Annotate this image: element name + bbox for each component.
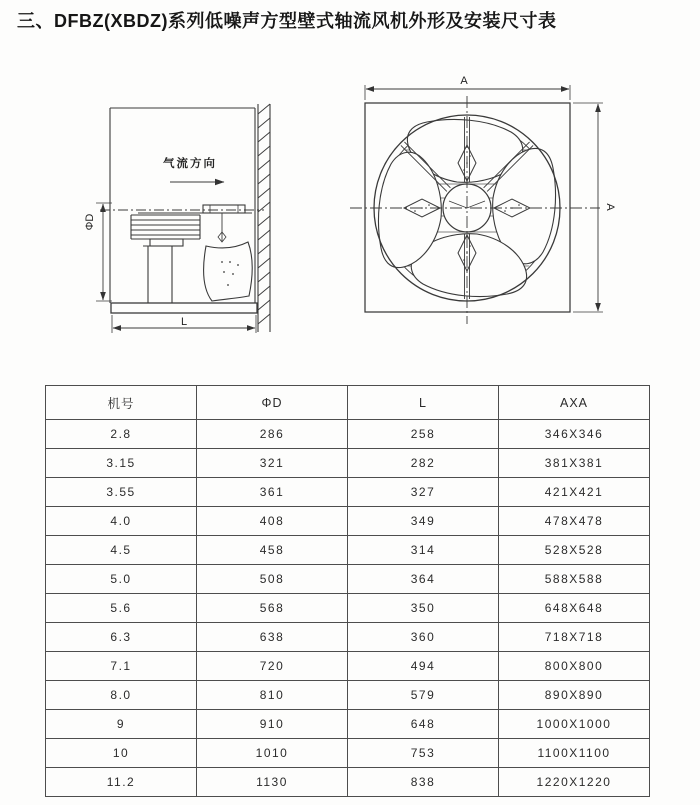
- cell-model: 10: [46, 739, 197, 768]
- technical-drawings: [0, 28, 700, 378]
- shaft: [218, 213, 226, 242]
- cell-axa: 381X381: [499, 449, 650, 478]
- cell-l: 350: [348, 594, 499, 623]
- table-row: [46, 594, 650, 623]
- table-row: [46, 623, 650, 652]
- cell-axa: 588X588: [499, 565, 650, 594]
- header-model-no: 机号: [46, 386, 197, 420]
- cell-model: 5.0: [46, 565, 197, 594]
- cell-axa: 346X346: [499, 420, 650, 449]
- side-view-drawing: [84, 104, 270, 333]
- table-row: [46, 420, 650, 449]
- dim-l-label: L: [180, 316, 188, 328]
- cell-model: 8.0: [46, 681, 197, 710]
- cell-axa: 648X648: [499, 594, 650, 623]
- table-row: [46, 536, 650, 565]
- table-row: [46, 449, 650, 478]
- cell-l: 364: [348, 565, 499, 594]
- cell-model: 11.2: [46, 768, 197, 797]
- header-axa: AXA: [499, 386, 650, 420]
- cell-axa: 528X528: [499, 536, 650, 565]
- cell-model: 6.3: [46, 623, 197, 652]
- cell-model: 3.15: [46, 449, 197, 478]
- table-row: [46, 652, 650, 681]
- cell-phi-d: 508: [197, 565, 348, 594]
- cell-model: 4.0: [46, 507, 197, 536]
- cell-axa: 1000X1000: [499, 710, 650, 739]
- table-row: [46, 739, 650, 768]
- header-phi-d: ΦD: [197, 386, 348, 420]
- cell-l: 258: [348, 420, 499, 449]
- cell-phi-d: 408: [197, 507, 348, 536]
- cell-model: 5.6: [46, 594, 197, 623]
- cell-phi-d: 638: [197, 623, 348, 652]
- cell-l: 753: [348, 739, 499, 768]
- table-header-row: [46, 386, 650, 420]
- table-row: [46, 768, 650, 797]
- cell-l: 579: [348, 681, 499, 710]
- cell-phi-d: 1010: [197, 739, 348, 768]
- cell-l: 327: [348, 478, 499, 507]
- motor: [131, 213, 252, 246]
- cell-l: 349: [348, 507, 499, 536]
- cell-axa: 1100X1100: [499, 739, 650, 768]
- table-row: [46, 478, 650, 507]
- cell-phi-d: 720: [197, 652, 348, 681]
- cell-model: 3.55: [46, 478, 197, 507]
- cell-phi-d: 910: [197, 710, 348, 739]
- cell-model: 7.1: [46, 652, 197, 681]
- cell-phi-d: 321: [197, 449, 348, 478]
- dim-a-right: [573, 103, 603, 312]
- dim-a-top: [365, 85, 570, 100]
- front-view-drawing: [350, 75, 616, 324]
- cell-l: 360: [348, 623, 499, 652]
- cell-model: 9: [46, 710, 197, 739]
- pedestal-support: [143, 246, 179, 303]
- cell-phi-d: 1130: [197, 768, 348, 797]
- cell-l: 314: [348, 536, 499, 565]
- cell-phi-d: 286: [197, 420, 348, 449]
- dim-a-right-label: A: [604, 203, 616, 211]
- header-l: L: [348, 386, 499, 420]
- cell-phi-d: 810: [197, 681, 348, 710]
- table-row: [46, 710, 650, 739]
- cell-model: 2.8: [46, 420, 197, 449]
- cell-l: 838: [348, 768, 499, 797]
- impeller-blade-side: [204, 242, 253, 301]
- base-plate: [111, 303, 257, 313]
- cell-axa: 1220X1220: [499, 768, 650, 797]
- cell-l: 648: [348, 710, 499, 739]
- airflow-direction-label: 气流方向: [163, 158, 217, 170]
- cell-l: 282: [348, 449, 499, 478]
- cell-axa: 718X718: [499, 623, 650, 652]
- wall-section: [258, 104, 270, 332]
- motor-mount-bracket: [203, 205, 245, 213]
- cell-axa: 421X421: [499, 478, 650, 507]
- cell-phi-d: 568: [197, 594, 348, 623]
- dim-a-top-label: A: [460, 75, 468, 87]
- cell-model: 4.5: [46, 536, 197, 565]
- page-title: 三、DFBZ(XBDZ)系列低噪声方型壁式轴流风机外形及安装尺寸表: [17, 11, 557, 31]
- table-row: [46, 681, 650, 710]
- cell-axa: 890X890: [499, 681, 650, 710]
- dimension-table: [45, 385, 650, 797]
- cell-l: 494: [348, 652, 499, 681]
- cell-phi-d: 361: [197, 478, 348, 507]
- table-row: [46, 565, 650, 594]
- dim-phi-d-label: ΦD: [84, 213, 96, 231]
- cell-phi-d: 458: [197, 536, 348, 565]
- cell-axa: 800X800: [499, 652, 650, 681]
- table-row: [46, 507, 650, 536]
- cell-axa: 478X478: [499, 507, 650, 536]
